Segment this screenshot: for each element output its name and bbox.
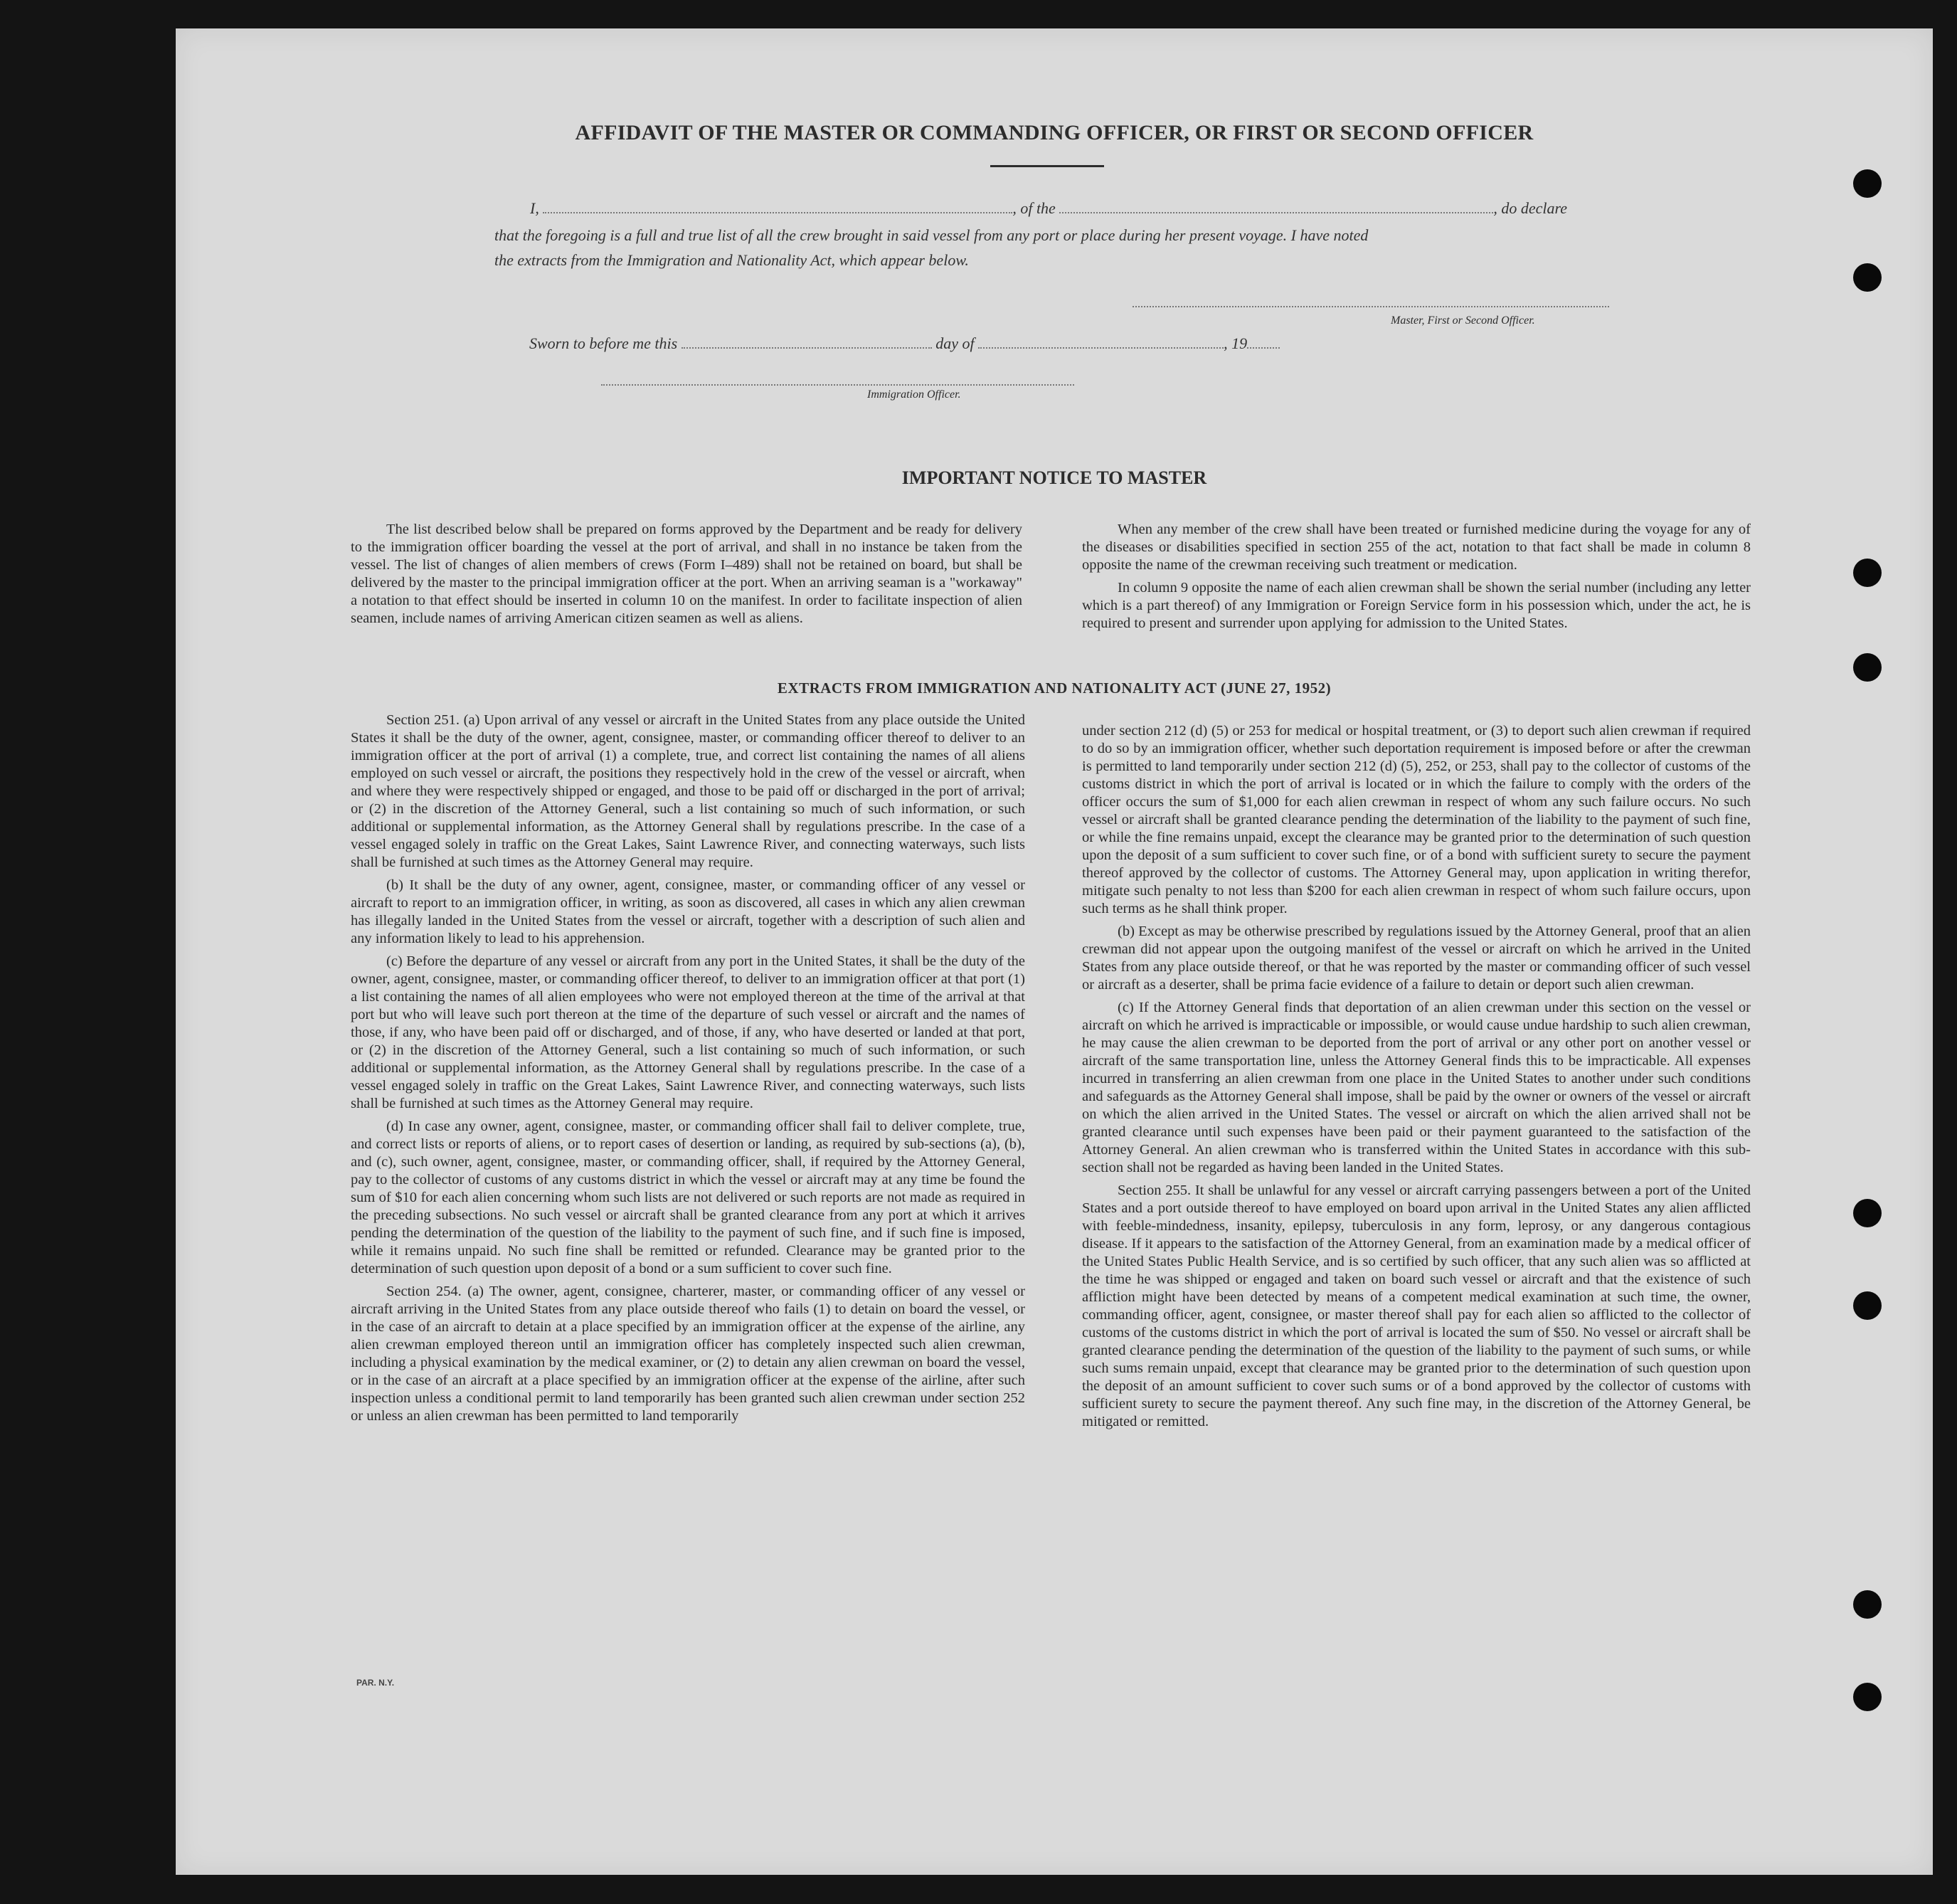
punch-hole [1853, 1199, 1882, 1227]
officer-signature-field[interactable] [601, 383, 1074, 386]
punch-hole [1853, 263, 1882, 292]
sworn-day-field[interactable] [681, 347, 932, 349]
punch-hole [1853, 559, 1882, 587]
punch-hole [1853, 169, 1882, 198]
document-page [176, 28, 1933, 1875]
notice-right-column [1082, 521, 1751, 638]
section-254-a-continued: under section 212 (d) (5) or 253 for medical or hospital treatment, or (3) to deport such alien crewman if required to do so by an immigration officer, whether such deportation requirement is imposed before or after the crewman is permitted to land temporarily under section 212 (d) (5), 252, or 253, shall pay to the collector of customs of the customs district in which the port of arrival is located or in which the failure to comply with the orders of the officer occurs the sum of $1,000 for each alien crewman in respect of whom any such failure occurs. No such vessel or aircraft shall be granted clearance pending the determination of the liability to the payment of such fine, or while the fine remains unpaid, except the clearance may be granted prior to the determination of such question upon the deposit of a sum sufficient to cover such fine, or of a bond with sufficient surety to secure the payment thereof approved by the collector of customs. The Attorney General may, upon application in writing therefor, mitigate such penalty to not less than $200 for each alien crewman in respect of whom such failure occurs, upon such terms as he shall think proper. [1082, 723, 1751, 916]
notice-left-paragraph: The list described below shall be prepared on forms approved by the Department and be ready for delivery to the immigration officer boarding the vessel at the port of arrival, and shall in no instance be taken from the vessel. The list of changes of alien members of crews (Form I–489) shall not be retained on board, but shall be delivered by the master to the principal immigration officer at the port. When an arriving seaman is a "workaway" a notation to that effect should be inserted in column 10 on the manifest. In order to facilitate inspection of alien seamen, include names of arriving American citizen seamen as well as aliens. [351, 522, 1022, 626]
section-255: Section 255. It shall be unlawful for any vessel or aircraft carrying passengers between a port of the United States and a port outside thereof to have employed on board upon arrival in the United States any alien afflicted with feeble-mindedness, insanity, epilepsy, tuberculosis in any form, leprosy, or any dangerous contagious disease. If it appears to the satisfaction of the Attorney General, from an examination made by a medical officer of the United States Public Health Service, and is so certified by such officer, that any such alien was so afflicted at the time he was shipped or engaged and taken on board such vessel or aircraft and that the existence of such affliction might have been detected by means of a competent medical examination at such time, the owner, commanding officer, agent, consignee, or master thereof shall pay for each alien so afflicted to the collector of customs of the customs district in which the port of arrival is located the sum of $50. No vessel or aircraft shall be granted clearance pending the determination of the question of the liability to the payment of such sums, or while such sums remain unpaid, except that clearance may be granted prior to the determination of such question upon the deposit of an amount sufficient to cover such sums or of a bond approved by the collector of customs with sufficient surety to secure the payment thereof. Any such fine may, in the discretion of the Attorney General, be mitigated or remitted. [1082, 1183, 1751, 1429]
decl-i-label: I, [530, 199, 539, 217]
name-field[interactable] [543, 212, 1012, 213]
sworn-year-field[interactable] [1247, 347, 1280, 349]
declaration-line-2: that the foregoing is a full and true list of all the crew brought in said vessel from any port or place during her present voyage. I have noted [494, 226, 1369, 244]
printer-mark: PAR. N.Y. [356, 1678, 395, 1688]
punch-hole [1853, 1590, 1882, 1619]
affidavit-title: AFFIDAVIT OF THE MASTER OR COMMANDING OFFICER, OR FIRST OR SECOND OFFICER [575, 121, 1534, 144]
punch-hole [1853, 1291, 1882, 1320]
section-251-a: Section 251. (a) Upon arrival of any vessel or aircraft in the United States from any place outside the United States it shall be the duty of the owner, agent, consignee, master, or commanding officer thereof to deliver to an immigration officer at the port of arrival (1) a complete, true, and correct list containing the names of all aliens employed on such vessel or aircraft, the positions they respectively hold in the crew of the vessel or aircraft, when and where they were respectively shipped or engaged, and those to be paid off or discharged in the port of arrival; or (2) in the discretion of the Attorney General, such a list containing so much of such information, or such additional or supplemental information, as the Attorney General shall by regulations prescribe. In the case of a vessel engaged solely in traffic on the Great Lakes, Saint Lawrence River, and connecting waterways, such lists shall be furnished at such times as the Attorney General may require. [351, 712, 1025, 870]
master-signature-field[interactable] [1133, 305, 1609, 307]
extracts-title: EXTRACTS FROM IMMIGRATION AND NATIONALITY ACT (JUNE 27, 1952) [777, 679, 1332, 697]
sworn-line [529, 334, 1383, 353]
punch-hole [1853, 1683, 1882, 1711]
notice-title: IMPORTANT NOTICE TO MASTER [901, 467, 1207, 488]
title-divider [990, 165, 1104, 167]
punch-hole [1853, 653, 1882, 682]
master-signature-caption: Master, First or Second Officer. [1391, 314, 1535, 327]
section-251-b: (b) It shall be the duty of any owner, agent, consignee, master, or commanding officer of any vessel or aircraft to report to an immigration officer, in writing, as soon as discovered, all cases in which any alien crewman has illegally landed in the United States from the vessel or aircraft, together with a description of such alien and any information likely to lead to his apprehension. [351, 877, 1025, 946]
notice-right-paragraph-1: When any member of the crew shall have been treated or furnished medicine during the voyage for any of the diseases or disabilities specified in section 255 of the act, notation to that fact shall be made in column 8 opposite the name of the crewman receiving such treatment or medication. [1082, 522, 1751, 573]
sworn-day-of-label: day of [935, 334, 975, 352]
extracts-right-column [1082, 722, 1751, 1436]
section-254-a: Section 254. (a) The owner, agent, consignee, charterer, master, or commanding officer of any vessel or aircraft arriving in the United States from any place outside thereof who fails (1) to detain on board the vessel, or in the case of an aircraft to detain at a place specified by an immigration officer at the expense of the airline, any alien crewman employed thereon until an immigration officer has completely inspected such alien crewman, including a physical examination by the medical examiner, or (2) to detain any alien crewman on board the vessel, or in the case of an aircraft at a place specified by an immigration officer at the expense of the airline, after such inspection unless a conditional permit to land temporarily has been granted such alien crewman under section 252 or unless an alien crewman has been permitted to land temporarily [351, 1284, 1025, 1424]
section-254-c: (c) If the Attorney General finds that deportation of an alien crewman under this section on the vessel or aircraft on which he arrived is impracticable or impossible, or would cause undue hardship to such alien crewman, he may cause the alien crewman to be deported from the port of arrival or any other port on another vessel or aircraft of the same transportation line, unless the Attorney General finds this to be impracticable. All expenses incurred in transferring an alien crewman from one place in the United States to another under such conditions and safeguards as the Attorney General shall impose, shall be paid by the owner or owners of the vessel or aircraft on which the alien arrived in the United States. The vessel or aircraft on which the alien arrived shall not be granted clearance until such expenses have been paid or their payment guaranteed to the satisfaction of the Attorney General. An alien crewman who is transferred within the United States in accordance with this sub-section shall not be regarded as having been landed in the United States. [1082, 1000, 1751, 1175]
position-field[interactable] [1059, 212, 1493, 213]
decl-do-declare-label: , do declare [1493, 199, 1567, 217]
section-251-d: (d) In case any owner, agent, consignee, master, or commanding officer shall fail to deliver complete, true, and correct lists or reports of aliens, or to report cases of desertion or landing, as required by sub-sections (a), (b), and (c), such owner, agent, consignee, master, or commanding officer, shall, if required by the Attorney General, pay to the collector of customs of any customs district in which the vessel or aircraft may at any time be found the sum of $10 for each alien concerning whom such lists are not delivered or such reports are not made as required in the preceding subsections. No such vessel or aircraft shall be granted clearance from any port at which it arrives pending the determination of the question of the liability to the payment of such fine, and if such fine is imposed, while it remains unpaid. No such fine shall be remitted or refunded. Clearance may be granted prior to the determination of such question upon deposit of a bond or a sum sufficient to cover such fine. [351, 1118, 1025, 1276]
decl-of-the-label: , of the [1012, 199, 1056, 217]
officer-signature-caption: Immigration Officer. [867, 388, 961, 401]
declaration-line-1 [530, 199, 1789, 218]
sworn-year-label: , 19 [1224, 334, 1248, 352]
notice-right-paragraph-2: In column 9 opposite the name of each alien crewman shall be shown the serial number (including any letter which is a part thereof) of any Immigration or Foreign Service form in his possession which, under the act, he is required to present and surrender upon applying for admission to the United States. [1082, 580, 1751, 631]
section-251-c: (c) Before the departure of any vessel or aircraft from any port in the United States, it shall be the duty of the owner, agent, consignee, master, or commanding officer thereof, to deliver to an immigration officer at that port (1) a list containing the names of all alien employees who were not employed thereon at the time of the arrival at that port but who will leave such port thereon at the time of the departure of such vessel or aircraft and the names of those, if any, who have been paid off or discharged, and of those, if any, who have deserted or landed at that port, or (2) in the discretion of the Attorney General, such a list containing so much of such information, or such additional or supplemental information, as the Attorney General shall by regulations prescribe. In the case of a vessel engaged solely in traffic on the Great Lakes, Saint Lawrence River, and connecting waterways, such lists shall be furnished at such times as the Attorney General may require. [351, 953, 1025, 1111]
sworn-month-field[interactable] [978, 347, 1224, 349]
section-254-b: (b) Except as may be otherwise prescribed by regulations issued by the Attorney General, proof that an alien crewman did not appear upon the outgoing manifest of the vessel or aircraft on which he arrived in the United States from any place outside thereof, or that he was reported by the master or commanding officer of such vessel or aircraft as a deserter, shall be prima facie evidence of a failure to detain or deport such alien crewman. [1082, 924, 1751, 993]
declaration-line-3: the extracts from the Immigration and Nationality Act, which appear below. [494, 251, 969, 269]
sworn-prefix: Sworn to before me this [529, 334, 678, 352]
extracts-left-column [351, 712, 1025, 1430]
notice-left-column [351, 521, 1022, 633]
